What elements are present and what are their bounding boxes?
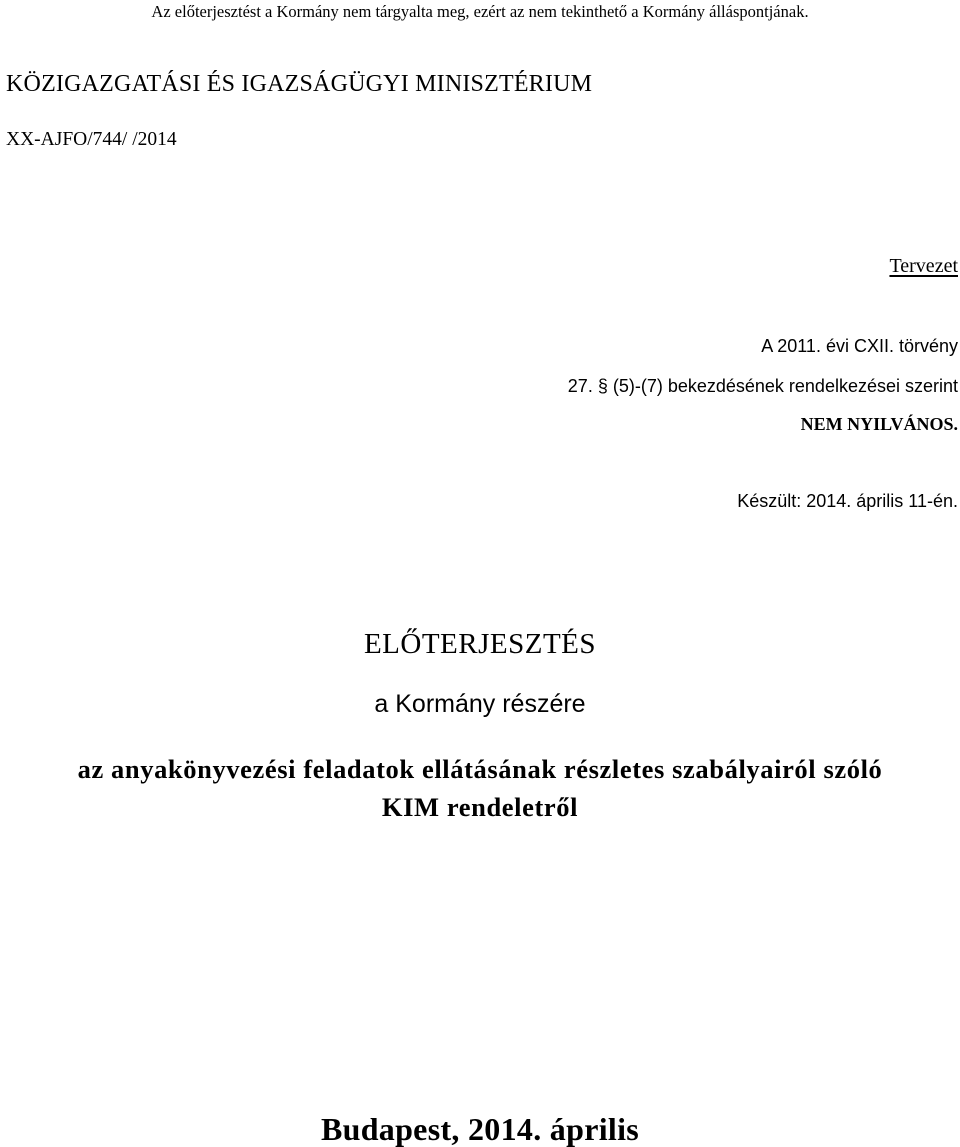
classification-label: NEM NYILVÁNOS. bbox=[800, 414, 958, 434]
paragraph-reference: 27. § (5)-(7) bekezdésének rendelkezései szerint bbox=[567, 376, 958, 396]
draft-label: Tervezet bbox=[889, 255, 958, 277]
ministry-name: KÖZIGAZGATÁSI ÉS IGAZSÁGÜGYI MINISZTÉRIUM bbox=[6, 71, 593, 97]
law-reference: A 2011. évi CXII. törvény bbox=[761, 336, 958, 356]
document-title: ELŐTERJESZTÉS bbox=[363, 628, 597, 660]
subject-line-2: KIM rendeletről bbox=[381, 792, 579, 822]
document-subtitle: a Kormány részére bbox=[374, 690, 586, 718]
place-and-date: Budapest, 2014. április bbox=[320, 1111, 640, 1147]
disclaimer-text: Az előterjesztést a Kormány nem tárgyalta meg, ezért az nem tekinthető a Kormány álláspontjának. bbox=[151, 2, 809, 21]
prepared-date: Készült: 2014. április 11-én. bbox=[737, 491, 958, 511]
subject-line-1: az anyakönyvezési feladatok ellátásának részletes szabályairól szóló bbox=[77, 754, 883, 784]
reference-number: XX-AJFO/744/ /2014 bbox=[6, 129, 177, 150]
